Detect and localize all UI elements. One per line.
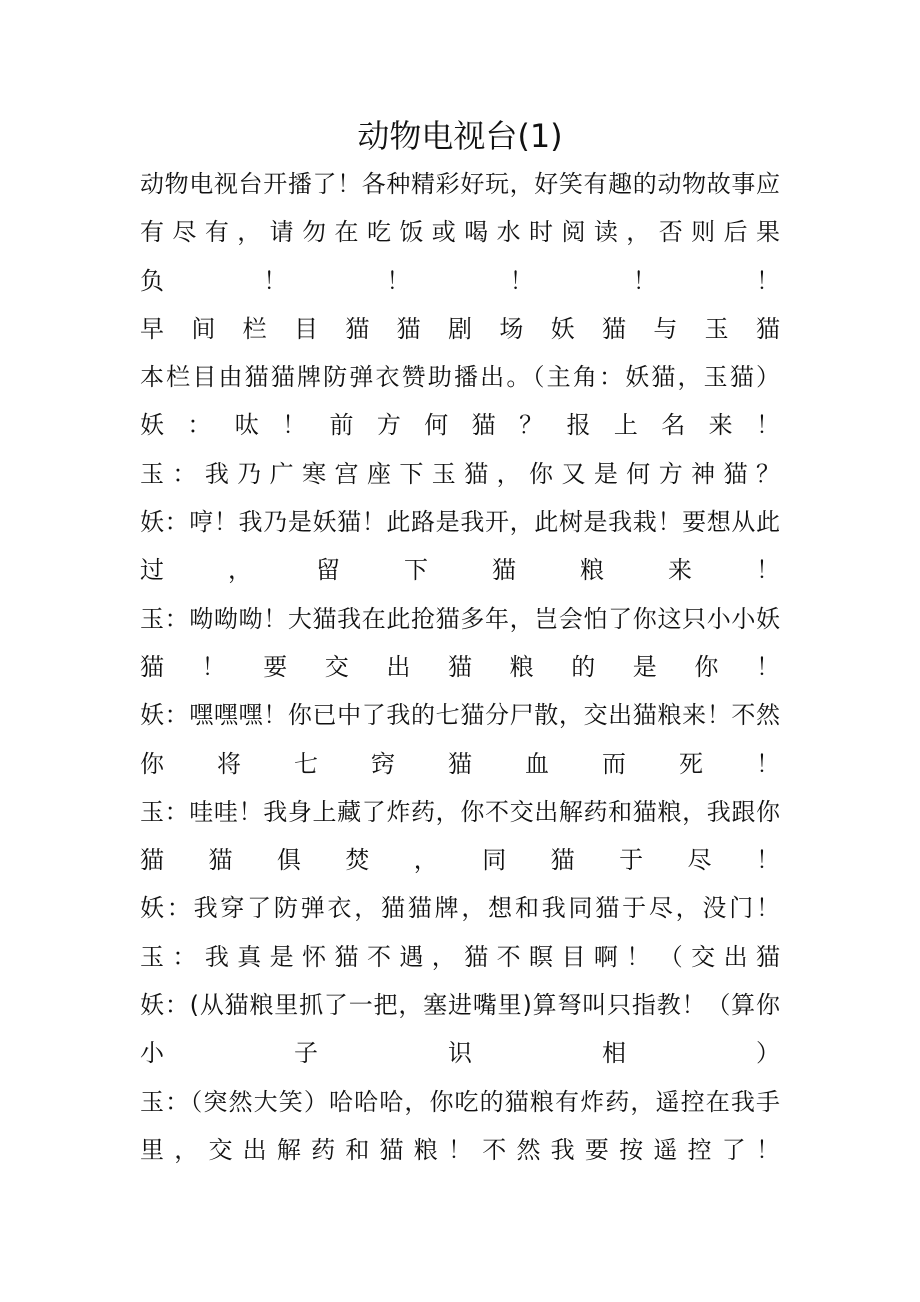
- document-title: 动物电视台(1): [357, 117, 563, 155]
- text-line: 妖：哼！我乃是妖猫！此路是我开，此树是我栽！要想从此: [140, 508, 780, 537]
- text-line: 动物电视台开播了！各种精彩好玩，好笑有趣的动物故事应: [140, 170, 780, 198]
- text-line: 猫 猫 俱 焚 ， 同 猫 于 尽 ！: [140, 846, 780, 875]
- text-line: 玉 ： 我 真 是 怀 猫 不 遇 ， 猫 不 瞑 目 啊 ！ （ 交 出 猫: [140, 942, 780, 971]
- text-line: 负 ！ ！ ！ ！ ！: [140, 266, 780, 295]
- text-line: 猫 ！ 要 交 出 猫 粮 的 是 你 ！: [140, 652, 780, 681]
- text-line: 玉：（突然大笑）哈哈哈，你吃的猫粮有炸药，遥控在我手: [140, 1087, 780, 1116]
- text-line: 有 尽 有 ， 请 勿 在 吃 饭 或 喝 水 时 阅 读 ， 否 则 后 果: [140, 218, 780, 247]
- text-line: 妖：(从猫粮里抓了一把，塞进嘴里)算弩叫只指教！（算你: [140, 991, 780, 1020]
- text-line: 妖 ： 呔 ！ 前 方 何 猫 ？ 报 上 名 来 ！: [140, 411, 780, 440]
- text-line: 里 ， 交 出 解 药 和 猫 粮 ！ 不 然 我 要 按 遥 控 了 ！: [140, 1135, 780, 1164]
- text-line: 妖：嘿嘿嘿！你已中了我的七猫分尸散，交出猫粮来！不然: [140, 701, 780, 730]
- text-line: 小 子 识 相 ）: [140, 1039, 780, 1068]
- text-line: 妖：我穿了防弹衣，猫猫牌，想和我同猫于尽，没门！: [140, 894, 780, 923]
- text-line: 本栏目由猫猫牌防弹衣赞助播出。（主角：妖猫，玉猫）: [140, 363, 780, 392]
- text-line: 玉：哇哇！我身上藏了炸药，你不交出解药和猫粮，我跟你: [140, 797, 780, 826]
- text-line: 过 ， 留 下 猫 粮 来 ！: [140, 556, 780, 585]
- text-line: 玉：呦呦呦！大猫我在此抢猫多年，岂会怕了你这只小小妖: [140, 604, 780, 633]
- text-line: 玉 ： 我 乃 广 寒 宫 座 下 玉 猫 ， 你 又 是 何 方 神 猫 ？: [140, 459, 780, 488]
- text-line: 早 间 栏 目 猫 猫 剧 场 妖 猫 与 玉 猫: [140, 314, 780, 343]
- text-line: 你 将 七 窍 猫 血 而 死 ！: [140, 749, 780, 778]
- document-body: [140, 160, 780, 1174]
